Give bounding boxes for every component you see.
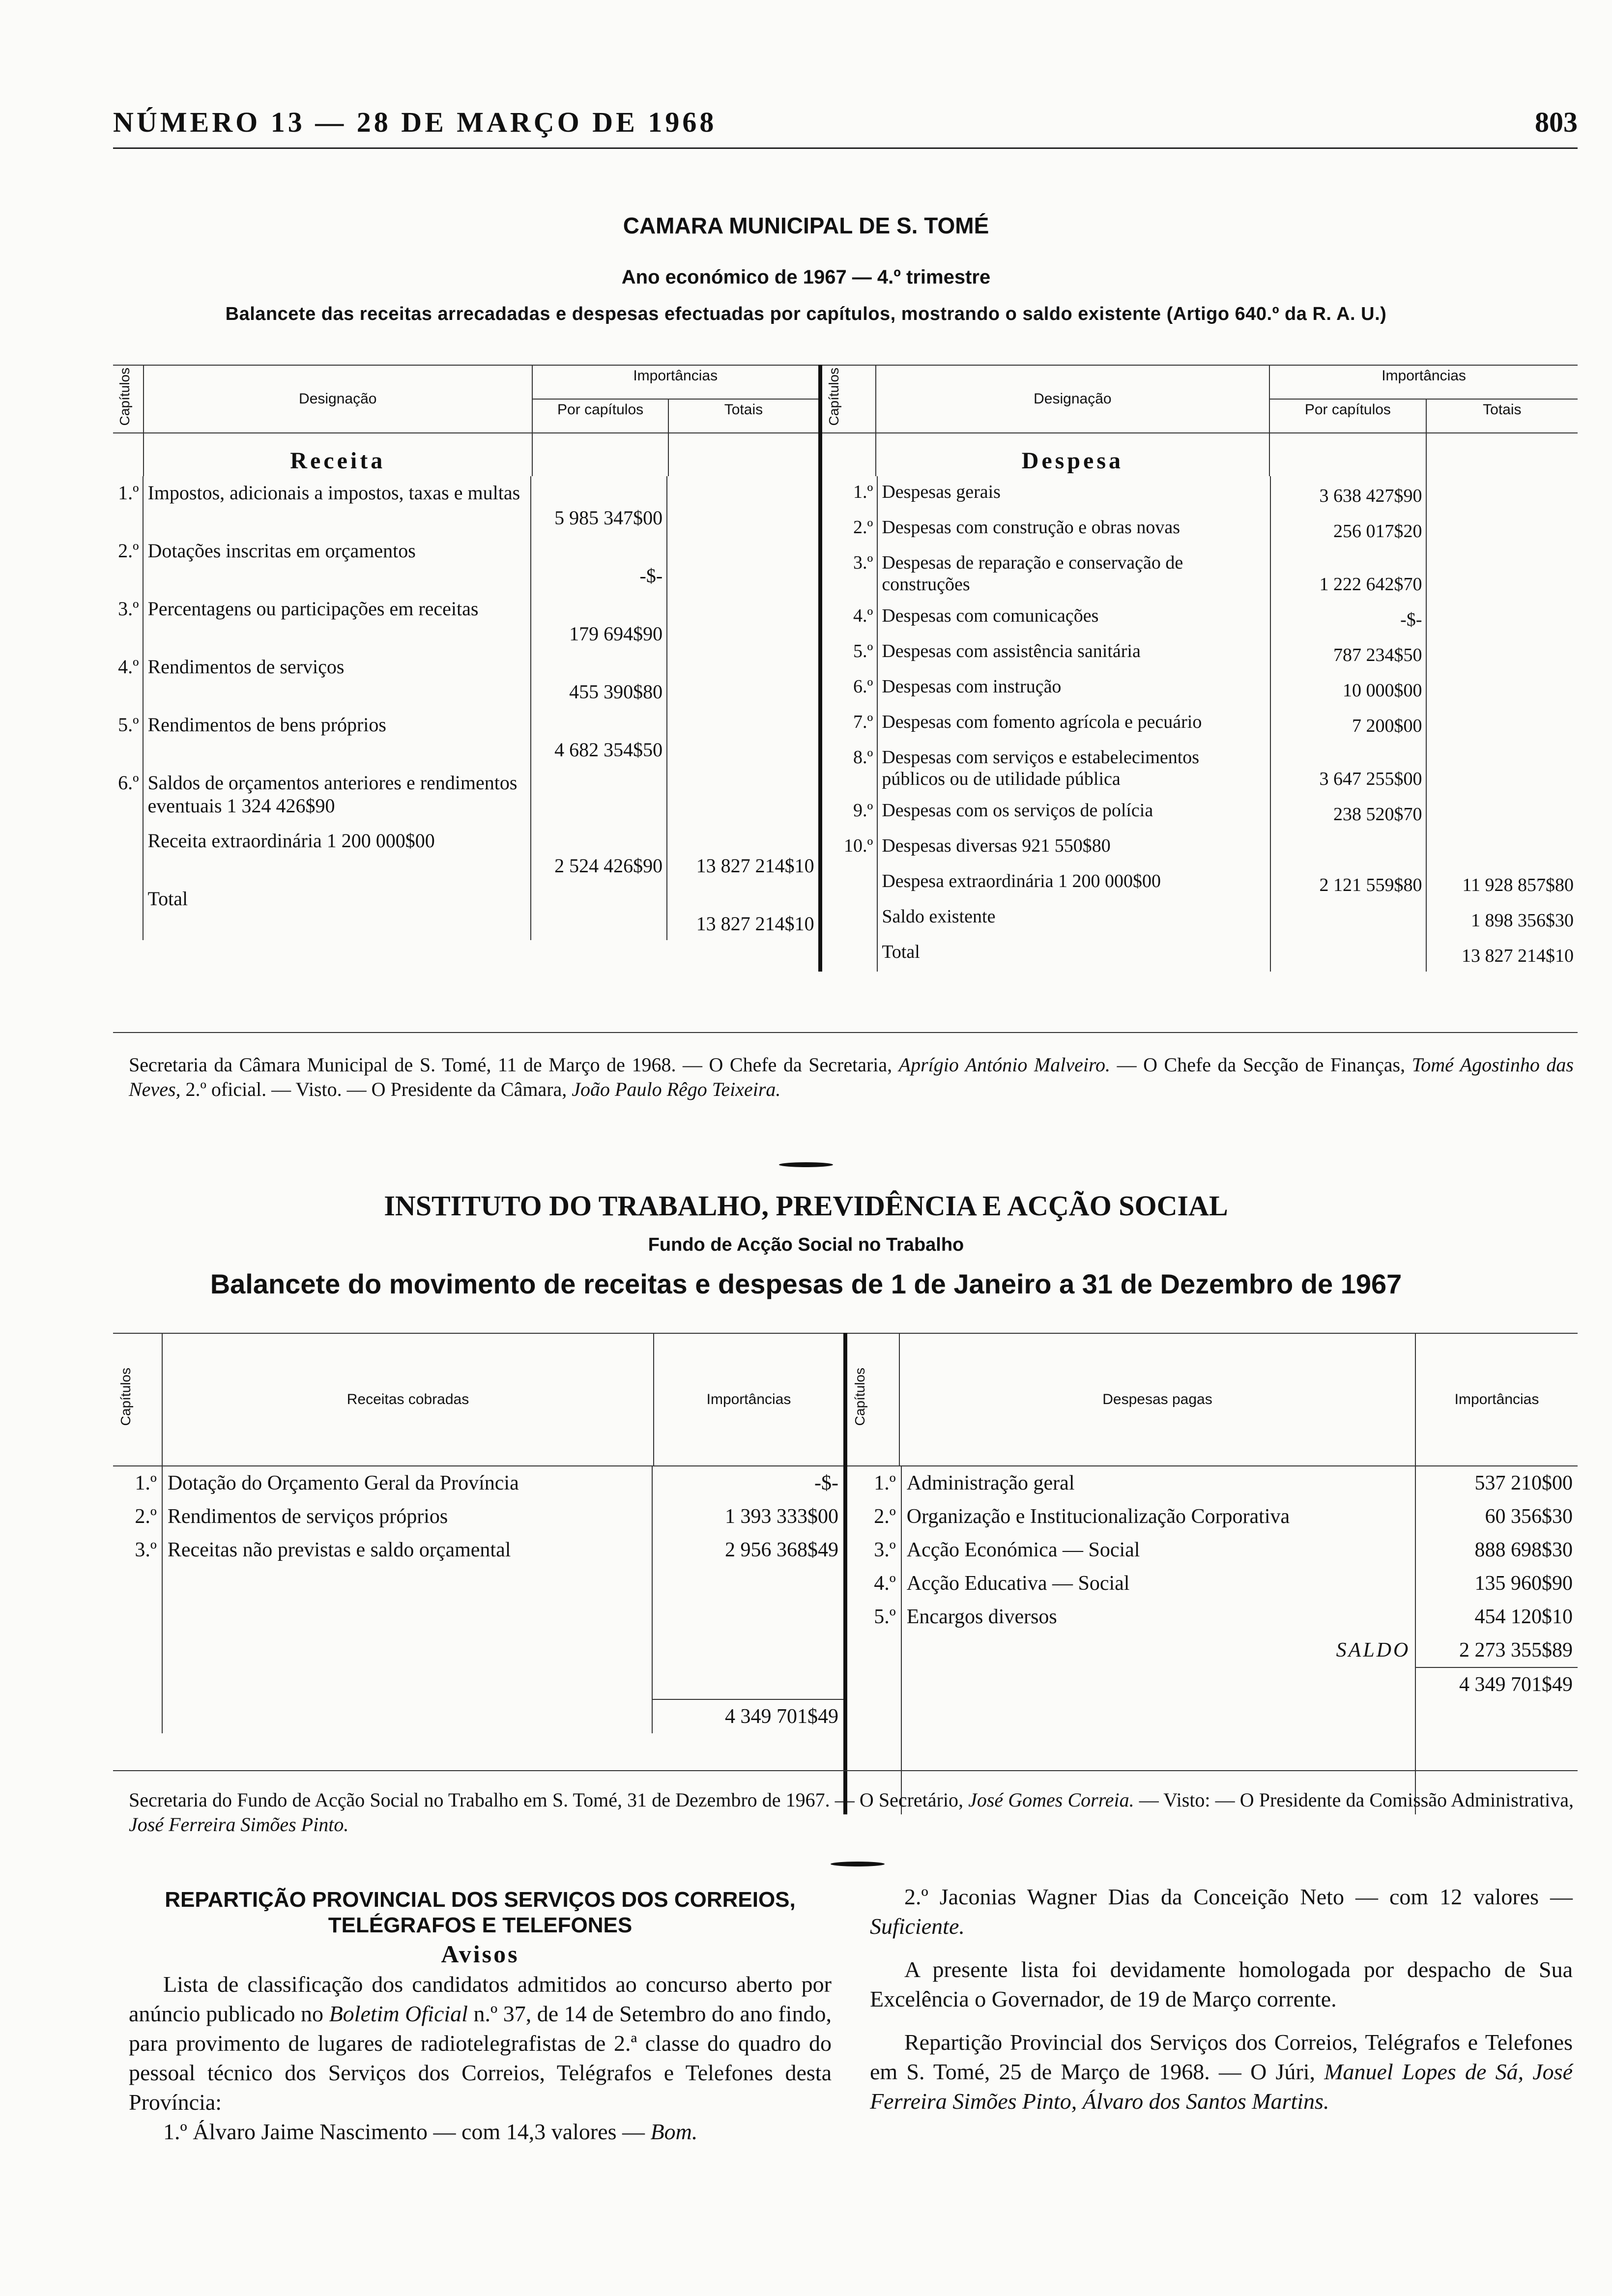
despesa-text: Despesas com construção e obras novas: [877, 512, 1270, 547]
section-ornament: [779, 1162, 833, 1167]
instituto-signoff-text-1: Secretaria do Fundo de Acção Social no Trabalho em S. Tomé, 31 de Dezembro de 1967. — O Secretário,: [129, 1789, 963, 1811]
instituto-receitas-table: [113, 1466, 843, 1733]
page-number: 803: [1535, 106, 1578, 138]
despesa-text: Despesas com serviços e estabelecimentos públicos ou de utilidade pública: [877, 742, 1270, 795]
despesa-tot: [1426, 671, 1578, 706]
col-capitulos-receitas: Capítulos: [118, 1368, 133, 1426]
despesa-por: [1270, 901, 1427, 936]
inst-saldo-row: [847, 1634, 1578, 1667]
spacer-cell: [847, 1634, 901, 1667]
despesa-cap: 4.º: [822, 600, 878, 635]
inst-despesa-row: [847, 1533, 1578, 1567]
despesa-cap: 1.º: [822, 476, 878, 512]
despesa-row: [822, 795, 1578, 830]
inst-despesa-cap: 4.º: [847, 1567, 901, 1600]
inst-saldo-value: 2 273 355$89: [1459, 1639, 1573, 1662]
despesa-cap: 2.º: [822, 512, 878, 547]
receita-tot: [667, 476, 818, 534]
despesa-tot: 1 898 356$30: [1471, 910, 1574, 931]
despesa-tot: [1426, 706, 1578, 742]
inst-saldo-label: SALDO: [901, 1634, 1416, 1667]
col-totais-left: Totais: [668, 399, 820, 433]
receita-tot: 13 827 214$10: [696, 855, 814, 877]
receita-tot: [667, 650, 818, 708]
despesa-row: [822, 830, 1578, 865]
inst-despesa-val: 537 210$00: [1474, 1472, 1573, 1494]
inst-receita-cap: 1.º: [113, 1466, 162, 1500]
inst-despesa-cap: 3.º: [847, 1533, 901, 1567]
spacer-cell: [162, 1699, 652, 1733]
despesa-text: Despesa extraordinária 1 200 000$00: [877, 865, 1270, 901]
receita-text: Rendimentos de bens próprios: [143, 708, 531, 766]
inst-despesas-total: 4 349 701$49: [1415, 1667, 1578, 1701]
inst-receita-row: [113, 1533, 843, 1567]
instituto-description: Balancete do movimento de receitas e despesas de 1 de Janeiro a 31 de Dezembro de 1967: [210, 1268, 1402, 1299]
section-ornament-2: [831, 1862, 885, 1866]
candidate-1-grade: Bom.: [650, 2119, 698, 2144]
despesa-cap: 5.º: [822, 635, 878, 671]
instituto-subtitle: Fundo de Acção Social no Trabalho: [648, 1234, 964, 1255]
despesa-cap: 8.º: [822, 742, 878, 795]
instituto-table-bottom-rule: [113, 1770, 1578, 1771]
receita-text: Dotações inscritas em orçamentos: [143, 534, 531, 592]
inst-despesa-row: [847, 1600, 1578, 1634]
despesa-por: [1270, 936, 1427, 972]
inst-receita-text: Dotação do Orçamento Geral da Província: [162, 1466, 652, 1500]
instituto-despesas-table: [847, 1466, 1578, 1814]
instituto-signoff-name-1: José Gomes Correia.: [968, 1789, 1134, 1811]
receita-cap: 3.º: [113, 592, 143, 650]
inst-despesa-cap: 2.º: [847, 1500, 901, 1533]
despesa-row: [822, 547, 1578, 600]
col-receitas: Receitas cobradas: [162, 1333, 654, 1466]
candidate-1-text: 1.º Álvaro Jaime Nascimento — com 14,3 valores —: [163, 2119, 645, 2144]
receita-text: Rendimentos de serviços: [143, 650, 531, 708]
receita-por: [531, 882, 667, 940]
col-capitulos-right: Capítulos: [826, 368, 841, 426]
inst-receita-cap: 2.º: [113, 1500, 162, 1533]
despesa-tot: [1426, 635, 1578, 671]
col-totais-right: Totais: [1426, 399, 1578, 433]
despesa-text: Despesas com fomento agrícola e pecuário: [877, 706, 1270, 742]
inst-receita-text: Rendimentos de serviços próprios: [162, 1500, 652, 1533]
despesa-text: Despesas com instrução: [877, 671, 1270, 706]
spacer-cell: [113, 1699, 162, 1733]
camara-signoff: [129, 1053, 1574, 1102]
candidate-2-text: 2.º Jaconias Wagner Dias da Conceição Neto — com 12 valores —: [904, 1884, 1573, 1909]
despesa-text: Total: [877, 936, 1270, 972]
spacer-row: [113, 1567, 843, 1699]
despesa-table: [822, 476, 1578, 972]
despesa-por: 3 638 427$90: [1270, 476, 1427, 512]
inst-receita-val: 2 956 368$49: [725, 1539, 838, 1561]
despesa-row: [822, 865, 1578, 901]
instituto-signoff-text-2: — Visto: — O Presidente da Comissão Administrativa,: [1139, 1789, 1574, 1811]
despesa-por: 2 121 559$80: [1270, 865, 1427, 901]
col-importancias-left: Importâncias: [532, 365, 820, 399]
receita-text: Percentagens ou participações em receitas: [143, 592, 531, 650]
reparticao-title-2: TELÉGRAFOS E TELEFONES: [328, 1913, 633, 1937]
receita-por: 4 682 354$50: [531, 708, 667, 766]
despesa-text: Despesas com os serviços de polícia: [877, 795, 1270, 830]
despesa-cap: [822, 936, 878, 972]
col-importancias-receitas: Importâncias: [654, 1333, 845, 1466]
inst-receitas-total: 4 349 701$49: [652, 1699, 843, 1733]
despesa-row: [822, 635, 1578, 671]
camara-signoff-name-2: Tomé Agostinho das Neves,: [129, 1054, 1574, 1100]
camara-signoff-text-1: Secretaria da Câmara Municipal de S. Tomé, 11 de Março de 1968. — O Chefe da Secretaria,: [129, 1054, 892, 1076]
receita-cap: 6.º: [113, 766, 143, 824]
spacer-cell: [901, 1667, 1416, 1701]
despesa-cap: 6.º: [822, 671, 878, 706]
col-por-capitulos-left: Por capítulos: [532, 399, 668, 433]
receita-por: 455 390$80: [531, 650, 667, 708]
receita-por: 2 524 426$90: [531, 824, 667, 882]
receita-por: [531, 766, 667, 824]
receita-cap: 4.º: [113, 650, 143, 708]
instituto-balance-table: [113, 1333, 1578, 1814]
despesa-text: Despesas diversas 921 550$80: [877, 830, 1270, 865]
inst-despesa-val: 60 356$30: [1485, 1505, 1573, 1528]
reparticao-title-1: REPARTIÇÃO PROVINCIAL DOS SERVIÇOS DOS CORREIOS,: [165, 1888, 796, 1912]
despesa-por: 1 222 642$70: [1270, 547, 1427, 600]
receita-tot: [667, 766, 818, 824]
inst-receita-row: [113, 1466, 843, 1500]
receita-row: [113, 534, 818, 592]
avisos-heading: Avisos: [441, 1940, 519, 1968]
receita-row: [113, 650, 818, 708]
receita-text: Impostos, adicionais a impostos, taxas e multas: [143, 476, 531, 534]
header-rule: [113, 147, 1578, 149]
despesa-tot: [1426, 795, 1578, 830]
inst-despesa-row: [847, 1466, 1578, 1500]
despesa-row: [822, 936, 1578, 972]
despesa-tot: [1426, 547, 1578, 600]
camara-balance-table: [113, 365, 1578, 972]
receita-por: 179 694$90: [531, 592, 667, 650]
camara-signoff-text-3: 2.º oficial. — Visto. — O Presidente da Câmara,: [185, 1078, 567, 1100]
inst-despesa-row: [847, 1567, 1578, 1600]
reparticao-paragraph-1: [129, 1970, 832, 2117]
inst-despesa-val: 135 960$90: [1474, 1572, 1573, 1595]
despesa-text: Despesas de reparação e conservação de construções: [877, 547, 1270, 600]
inst-despesa-text: Encargos diversos: [901, 1600, 1416, 1634]
receita-text: Receita extraordinária 1 200 000$00: [143, 824, 531, 882]
inst-receitas-total-row: [113, 1699, 843, 1733]
receita-heading: Receita: [144, 433, 532, 476]
inst-receita-val: -$-: [814, 1472, 838, 1494]
despesa-cap: 3.º: [822, 547, 878, 600]
camara-signoff-text-2: — O Chefe da Secção de Finanças,: [1117, 1054, 1406, 1076]
receita-row: [113, 476, 818, 534]
inst-despesa-text: Acção Educativa — Social: [901, 1567, 1416, 1600]
receita-row: [113, 708, 818, 766]
despesa-tot: [1426, 600, 1578, 635]
despesa-row: [822, 742, 1578, 795]
despesa-por: 3 647 255$00: [1270, 742, 1427, 795]
inst-despesa-cap: 5.º: [847, 1600, 901, 1634]
boletim-oficial: Boletim Oficial: [329, 2001, 468, 2026]
despesa-por: 7 200$00: [1270, 706, 1427, 742]
camara-description: Balancete das receitas arrecadadas e despesas efectuadas por capítulos, mostrando o saldo existente (Artigo 640.º da R. A. U.): [225, 304, 1387, 324]
despesa-cap: 10.º: [822, 830, 878, 865]
inst-despesa-text: Administração geral: [901, 1466, 1416, 1500]
receita-por: -$-: [531, 534, 667, 592]
col-por-capitulos-right: Por capítulos: [1269, 399, 1426, 433]
receita-cap: 1.º: [113, 476, 143, 534]
despesa-por: [1270, 830, 1427, 865]
despesa-cap: [822, 901, 878, 936]
receita-text: Saldos de orçamentos anteriores e rendimentos eventuais 1 324 426$90: [143, 766, 531, 824]
despesa-row: [822, 512, 1578, 547]
inst-despesa-val: 454 120$10: [1474, 1606, 1573, 1628]
receita-tot: [667, 592, 818, 650]
camara-signoff-name-3: João Paulo Rêgo Teixeira.: [572, 1078, 781, 1100]
inst-receita-val: 1 393 333$00: [725, 1505, 838, 1528]
reparticao-para3-text: Repartição Provincial dos Serviços dos Correios, Telégrafos e Telefones em S. Tomé, 25 de Março de 1968. — O Júri,: [870, 2030, 1573, 2084]
despesa-row: [822, 476, 1578, 512]
col-importancias-despesas: Importâncias: [1415, 1333, 1578, 1466]
col-capitulos-left: Capítulos: [117, 368, 132, 426]
col-importancias-right: Importâncias: [1269, 365, 1578, 399]
juri-names: Manuel Lopes de Sá, José Ferreira Simões Pinto, Álvaro dos Santos Martins.: [870, 2059, 1573, 2114]
despesa-por: 787 234$50: [1270, 635, 1427, 671]
despesa-por: 10 000$00: [1270, 671, 1427, 706]
despesa-por: -$-: [1270, 600, 1427, 635]
despesa-cap: [822, 865, 878, 901]
candidate-2: [870, 1882, 1573, 1941]
col-capitulos-despesas: Capítulos: [852, 1368, 867, 1426]
despesa-tot: 13 827 214$10: [1462, 946, 1574, 967]
receita-table: [113, 476, 818, 940]
despesa-text: Despesas com comunicações: [877, 600, 1270, 635]
reparticao-paragraph-3: [870, 2028, 1573, 2116]
instituto-signoff: [129, 1788, 1574, 1837]
despesa-heading: Despesa: [876, 433, 1270, 476]
despesa-por: 238 520$70: [1270, 795, 1427, 830]
receita-row: [113, 824, 818, 882]
receita-tot: [667, 534, 818, 592]
camara-signoff-name-1: Aprígio António Malveiro.: [898, 1054, 1111, 1076]
issue-line: NÚMERO 13 — 28 DE MARÇO DE 1968: [113, 106, 717, 138]
reparticao-left-column: [129, 1887, 832, 2147]
receita-text: Total: [143, 882, 531, 940]
receita-row: [113, 766, 818, 824]
despesa-text: Despesas gerais: [877, 476, 1270, 512]
despesa-tot: 11 928 857$80: [1462, 875, 1574, 896]
inst-receita-row: [113, 1500, 843, 1533]
instituto-title: INSTITUTO DO TRABALHO, PREVIDÊNCIA E ACÇÃO SOCIAL: [384, 1190, 1228, 1222]
receita-row: [113, 592, 818, 650]
instituto-signoff-name-2: José Ferreira Simões Pinto.: [129, 1813, 349, 1836]
col-designacao-right: Designação: [876, 365, 1270, 433]
despesa-row: [822, 901, 1578, 936]
receita-cap: [113, 882, 143, 940]
receita-tot: 13 827 214$10: [696, 913, 814, 935]
inst-despesa-row: [847, 1500, 1578, 1533]
reparticao-para1-text: Lista de classificação dos candidatos admitidos ao concurso aberto por anúncio publicado no: [129, 1972, 832, 2026]
despesa-row: [822, 706, 1578, 742]
despesa-text: Saldo existente: [877, 901, 1270, 936]
reparticao-paragraph-2: A presente lista foi devidamente homologada por despacho de Sua Excelência o Governador, de 19 de Março corrente.: [870, 1957, 1573, 2011]
despesa-row: [822, 600, 1578, 635]
camara-subtitle: Ano económico de 1967 — 4.º trimestre: [621, 266, 991, 288]
camara-table-bottom-rule: [113, 1032, 1578, 1033]
camara-title: CAMARA MUNICIPAL DE S. TOMÉ: [623, 213, 989, 238]
despesa-tot: [1426, 476, 1578, 512]
receita-cap: [113, 824, 143, 882]
despesa-cap: 7.º: [822, 706, 878, 742]
despesa-tot: [1426, 512, 1578, 547]
inst-despesa-cap: 1.º: [847, 1466, 901, 1500]
despesa-por: 256 017$20: [1270, 512, 1427, 547]
spacer-cell: [847, 1667, 901, 1701]
receita-tot: [667, 708, 818, 766]
inst-receita-cap: 3.º: [113, 1533, 162, 1567]
inst-despesa-text: Acção Económica — Social: [901, 1533, 1416, 1567]
col-despesas: Despesas pagas: [899, 1333, 1415, 1466]
candidate-2-grade: Suficiente.: [870, 1914, 965, 1939]
candidate-1: [129, 2117, 832, 2147]
receita-cap: 2.º: [113, 534, 143, 592]
receita-cap: 5.º: [113, 708, 143, 766]
reparticao-right-column: [870, 1882, 1573, 2116]
inst-despesas-total-row: [847, 1667, 1578, 1701]
despesa-tot: [1426, 742, 1578, 795]
receita-row: [113, 882, 818, 940]
reparticao-para1b-text: n.º 37, de 14 de Setembro do ano findo, para provimento de lugares de radiotelegrafistas de 2.ª classe do quadro do pessoal técnico dos Serviços dos Correios, Telégrafos e Telefones desta Província:: [129, 2001, 832, 2115]
despesa-text: Despesas com assistência sanitária: [877, 635, 1270, 671]
despesa-row: [822, 671, 1578, 706]
despesa-tot: [1426, 830, 1578, 865]
inst-receita-text: Receitas não previstas e saldo orçamental: [162, 1533, 652, 1567]
page-header: [113, 106, 1578, 140]
inst-despesa-text: Organização e Institucionalização Corporativa: [901, 1500, 1416, 1533]
receita-por: 5 985 347$00: [531, 476, 667, 534]
despesa-cap: 9.º: [822, 795, 878, 830]
col-designacao-left: Designação: [144, 365, 532, 433]
inst-despesa-val: 888 698$30: [1474, 1539, 1573, 1561]
